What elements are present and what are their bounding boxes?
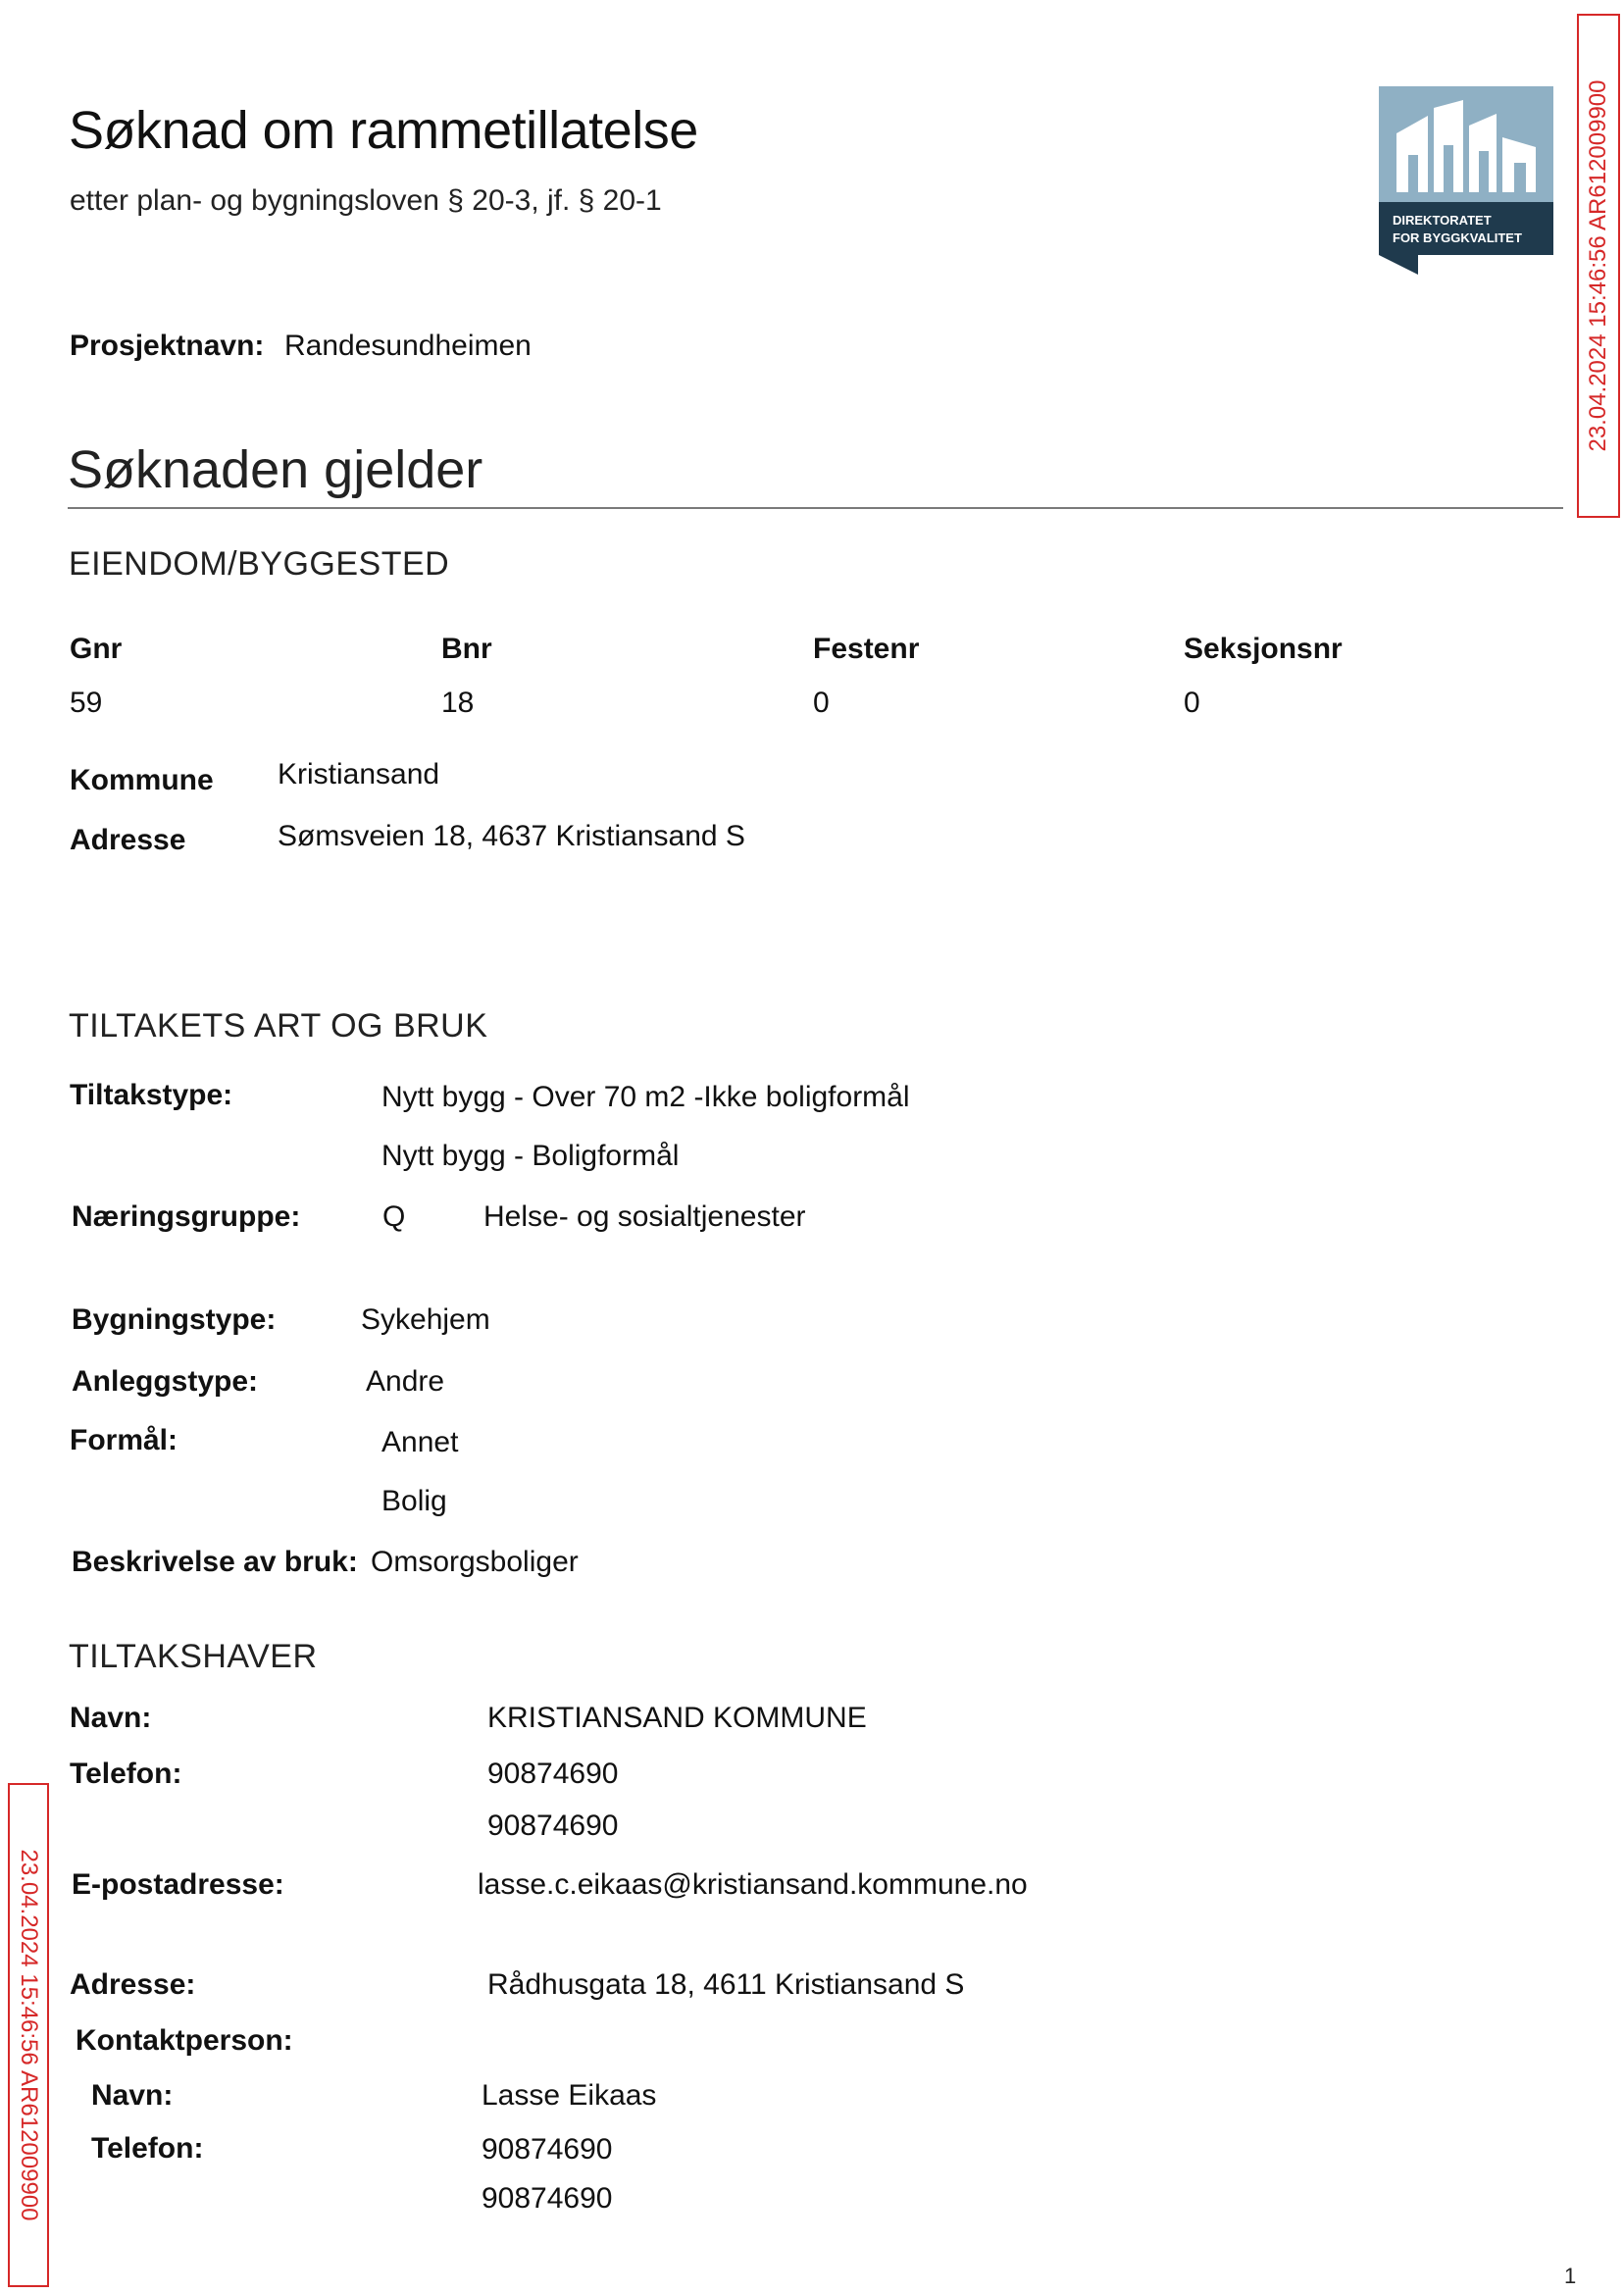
date-stamp-bottom-text: 23.04.2024 15:46:56 AR612009900 [16, 1849, 42, 2221]
kontakt-telefon-value-2: 90874690 [482, 2182, 613, 2215]
gnr-value: 59 [70, 687, 103, 719]
festenr-value: 0 [813, 687, 830, 719]
kontakt-navn-label: Navn: [91, 2079, 174, 2112]
adresse-label: Adresse [70, 824, 186, 856]
tiltakstype-value-2: Nytt bygg - Boligformål [381, 1140, 680, 1172]
kontaktperson-label: Kontaktperson: [76, 2024, 293, 2057]
dibk-logo [1379, 86, 1553, 275]
tiltakshaver-adresse-label: Adresse: [70, 1968, 196, 2001]
tiltakshaver-heading: TILTAKSHAVER [69, 1638, 318, 1675]
tiltakshaver-telefon-value-1: 90874690 [487, 1758, 619, 1790]
date-stamp-top [1577, 14, 1620, 518]
tiltakstype-value-1: Nytt bygg - Over 70 m2 -Ikke boligformål [381, 1081, 910, 1113]
logo-text-line2: FOR BYGGKVALITET [1393, 230, 1522, 245]
kommune-value: Kristiansand [278, 758, 440, 790]
gnr-label: Gnr [70, 633, 123, 665]
anleggstype-value: Andre [366, 1365, 445, 1398]
naeringsgruppe-value: Helse- og sosialtjenester [483, 1200, 806, 1233]
tiltak-heading: TILTAKETS ART OG BRUK [69, 1007, 488, 1045]
bygningstype-value: Sykehjem [361, 1303, 490, 1336]
section-divider [68, 507, 1563, 509]
kommune-label: Kommune [70, 764, 214, 796]
project-name-value: Randesundheimen [284, 330, 532, 362]
epost-label: E-postadresse: [72, 1868, 284, 1901]
naeringsgruppe-code: Q [382, 1200, 406, 1233]
kontakt-navn-value: Lasse Eikaas [482, 2079, 657, 2112]
eiendom-heading: EIENDOM/BYGGESTED [69, 545, 450, 583]
naeringsgruppe-label: Næringsgruppe: [72, 1200, 301, 1233]
logo-text-line1: DIREKTORATET [1393, 213, 1492, 228]
seksjonsnr-value: 0 [1184, 687, 1200, 719]
date-stamp-bottom [8, 1783, 49, 2287]
dibk-logo-graphic [1379, 86, 1553, 275]
adresse-value: Sømsveien 18, 4637 Kristiansand S [278, 820, 745, 852]
seksjonsnr-label: Seksjonsnr [1184, 633, 1343, 665]
anleggstype-label: Anleggstype: [72, 1365, 259, 1398]
tiltakshaver-adresse-value: Rådhusgata 18, 4611 Kristiansand S [487, 1968, 965, 2001]
document-subtitle: etter plan- og bygningsloven § 20-3, jf. § 20-1 [70, 184, 662, 217]
date-stamp-top-text: 23.04.2024 15:46:56 AR612009900 [1585, 79, 1611, 452]
epost-value: lasse.c.eikaas@kristiansand.kommune.no [478, 1868, 1028, 1901]
bygningstype-label: Bygningstype: [72, 1303, 277, 1336]
tiltakshaver-navn-label: Navn: [70, 1702, 152, 1734]
tiltakshaver-telefon-label: Telefon: [70, 1758, 182, 1790]
project-name-label: Prosjektnavn: [70, 330, 265, 362]
document-title: Søknad om rammetillatelse [69, 101, 698, 160]
tiltakstype-label: Tiltakstype: [70, 1079, 233, 1111]
formal-label: Formål: [70, 1424, 178, 1456]
festenr-label: Festenr [813, 633, 920, 665]
beskrivelse-label: Beskrivelse av bruk: [72, 1546, 358, 1578]
kontakt-telefon-value-1: 90874690 [482, 2133, 613, 2166]
beskrivelse-value: Omsorgsboliger [371, 1546, 579, 1578]
section-title: Søknaden gjelder [68, 440, 483, 499]
bnr-value: 18 [441, 687, 475, 719]
kontakt-telefon-label: Telefon: [91, 2132, 204, 2165]
formal-value-1: Annet [381, 1426, 459, 1458]
bnr-label: Bnr [441, 633, 492, 665]
page-number: 1 [1564, 2264, 1577, 2288]
tiltakshaver-navn-value: KRISTIANSAND KOMMUNE [487, 1702, 867, 1734]
tiltakshaver-telefon-value-2: 90874690 [487, 1810, 619, 1842]
formal-value-2: Bolig [381, 1485, 447, 1517]
